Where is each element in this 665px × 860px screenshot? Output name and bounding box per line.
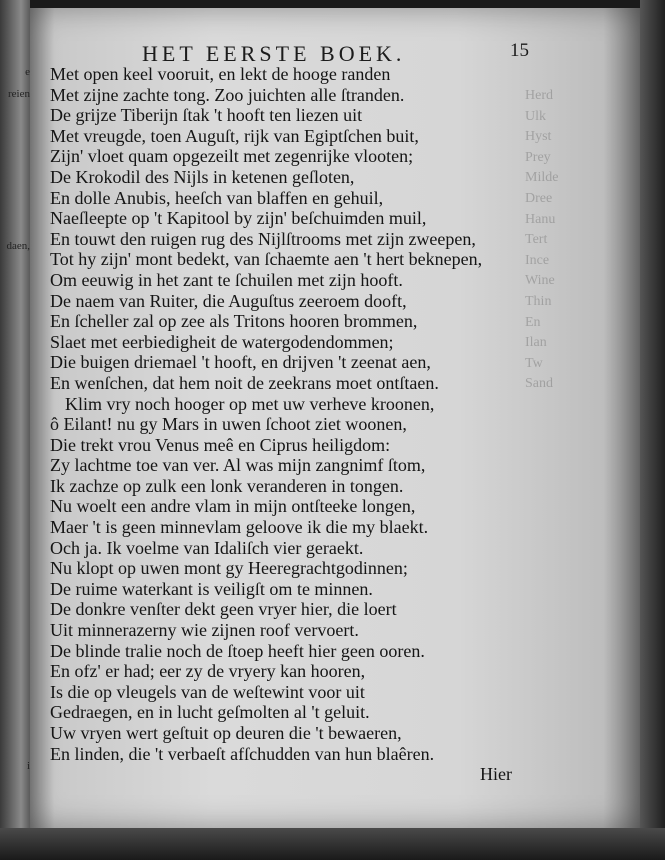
verse-line: Maer 't is geen minnevlam geloove ik die my blaekt. (50, 517, 429, 538)
verse-line: Uw vryen wert geſtuit op deuren die 't bewaeren, (50, 723, 402, 743)
verse-line: De Krokodil des Nijls in ketenen geſloten, (50, 166, 355, 187)
verse-line: ô Eilant! nu gy Mars in uwen ſchoot ziet woonen, (50, 414, 407, 435)
verse-line: Gedraegen, en in lucht geſmolten al 't geluit. (50, 702, 370, 723)
verse-line: Met vreugde, toen Auguſt, rijk van Egiptſchen buit, (50, 125, 419, 146)
verse-line: De naem van Ruiter, die Auguſtus zeeroem dooft, (50, 290, 407, 311)
verse-line: Zy lachtme toe van ver. Al was mijn zangnimf ſtom, (50, 455, 426, 476)
catchword: Hier (480, 764, 512, 784)
verse-line: Naeſleepte op 't Kapitool by zijn' beſchuimden muil, (50, 208, 427, 229)
verse-line: Och ja. Ik voelme van Idaliſch vier geraekt. (50, 537, 364, 558)
verse-line: En linden, die 't verbaeſt afſchudden van hun blaêren. (50, 743, 435, 764)
verse-line: Ik zachze op zulk een lonk veranderen in tongen. (50, 475, 404, 496)
verse-line: En touwt den ruigen rug des Nijlſtrooms met zijn zweepen, (50, 228, 476, 249)
verse-line: Uit minnerazerny wie zijnen roof vervoert. (50, 620, 359, 641)
verse-line: En dolle Anubis, heeſch van blaffen en gehuil, (50, 187, 384, 208)
page-right-edge (640, 0, 665, 860)
page-bottom-edge (0, 828, 665, 860)
verse-line: Die buigen driemael 't hooft, en drijven 't zeenat aen, (50, 352, 431, 373)
verse-line: Die trekt vrou Venus meê en Ciprus heiligdom: (50, 434, 391, 455)
facing-page-fragment: reien (8, 88, 30, 100)
verse-line: Klim vry noch hooger op met uw verheve kroonen, (65, 393, 435, 414)
verse-line: En ſcheller zal op zee als Tritons hooren brommen, (50, 311, 418, 332)
verse-line: Tot hy zijn' mont bedekt, van ſchaemte aen 't hert beknepen, (50, 249, 483, 270)
facing-page-edge (0, 0, 30, 860)
verse-line: Nu klopt op uwen mont gy Heeregrachtgodinnen; (50, 558, 408, 579)
verse-line: Slaet met eerbiedigheit de watergodendommen; (50, 331, 394, 352)
verse-line: Met zijne zachte tong. Zoo juichten alle ſtranden. (50, 84, 405, 105)
verse-line: De ruime waterkant is veiligſt om te minnen. (50, 578, 373, 599)
facing-page-fragment: daen, (6, 240, 30, 252)
verse-line: Om eeuwig in het zant te ſchuilen met zijn hooft. (50, 269, 403, 290)
verse-block (50, 64, 510, 764)
running-head: HET EERSTE BOEK. (142, 41, 406, 66)
verse-line: Is die op vleugels van de weſtewint voor uit (50, 681, 365, 702)
facing-page-fragment: i (26, 760, 30, 772)
verse-line: En ofz' er had; eer zy de vryery kan hooren, (50, 661, 366, 682)
facing-page-fragment: e (25, 66, 30, 78)
verse-line: De donkre venſter dekt geen vryer hier, die loert (50, 599, 397, 620)
verse-line: De blinde tralie noch de ſtoep heeft hier geen ooren. (50, 640, 425, 661)
verse-line: Nu woelt een andre vlam in mijn ontſteeke longen, (50, 496, 416, 517)
verse-line: Zijn' vloet quam opgezeilt met zegenrijke vlooten; (50, 146, 414, 167)
page-number: 15 (510, 40, 529, 61)
verse-line: Met open keel vooruit, en lekt de hooge randen (50, 64, 391, 84)
verse-line: En wenſchen, dat hem noit de zeekrans moet ontſtaen. (50, 372, 439, 393)
verse-line: De grijze Tiberijn ſtak 't hooft ten liezen uit (50, 105, 363, 126)
show-through-text: Herd Ulk Hyst Prey Milde Dree Hanu Tert Ince Wine Thin En Ilan Tw Sand (525, 88, 559, 392)
